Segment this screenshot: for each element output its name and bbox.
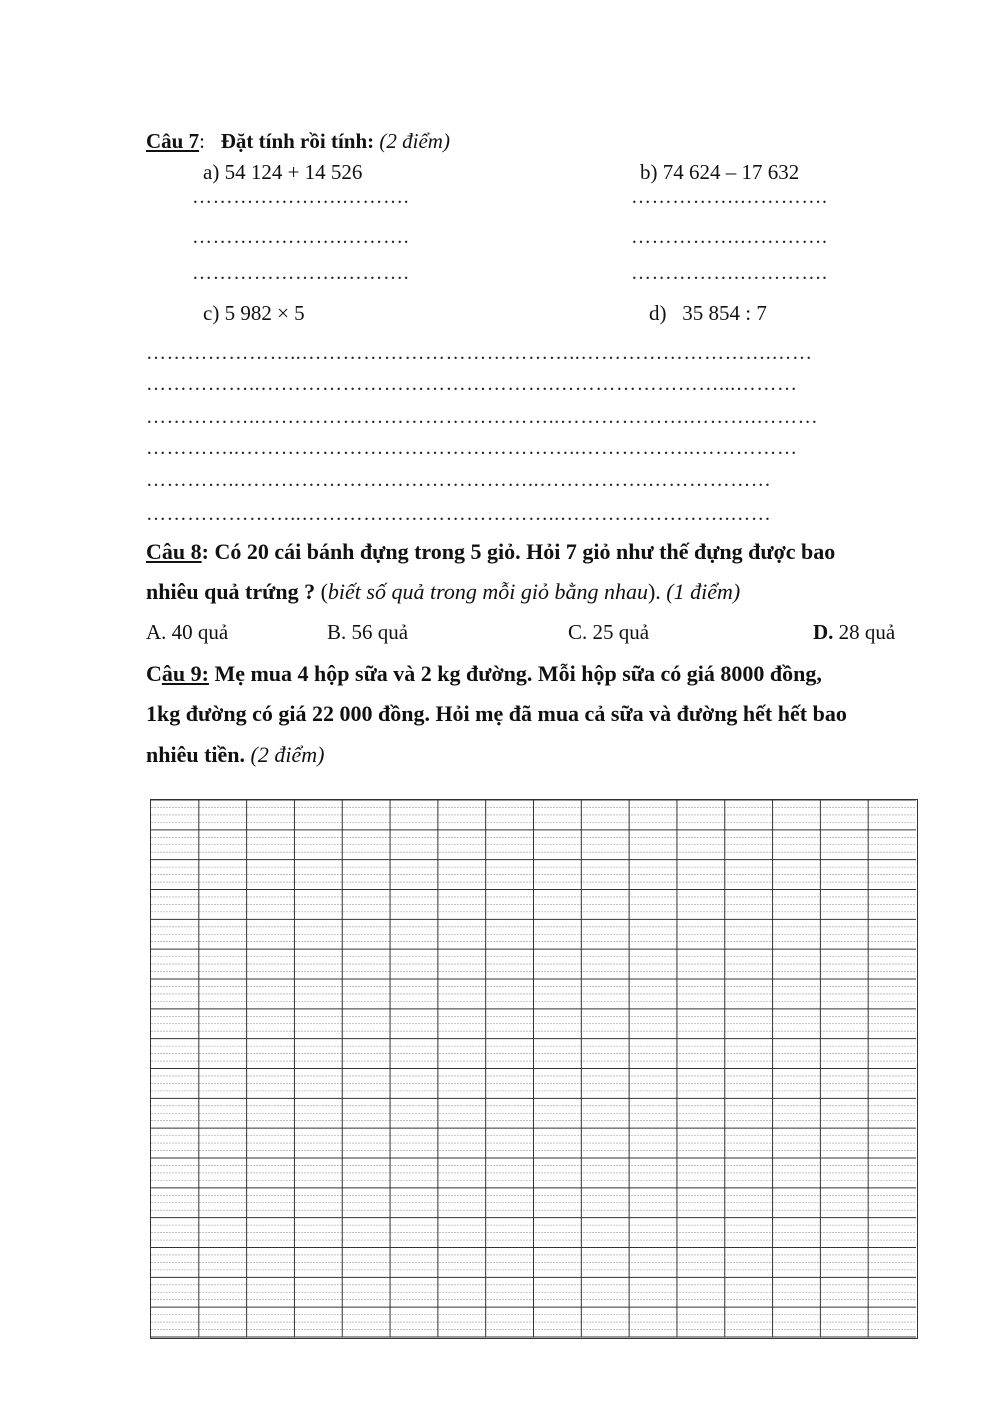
dotted-line-long-1: …………………..…………………………………..……………………….……	[146, 342, 813, 364]
dotted-line-left-3: ………………….……….	[192, 262, 410, 284]
option-c: C. 25 quả	[568, 620, 650, 644]
expression-c: c) 5 982 × 5	[203, 301, 305, 325]
question-9-line-3: nhiêu tiền. (2 điểm)	[146, 742, 325, 767]
dotted-line-long-4: …………..…………………………………………..……………..……………	[146, 437, 798, 459]
option-a: A. 40 quả	[146, 620, 229, 644]
dotted-line-long-5: …………..……………………………………..…………….………………	[146, 469, 772, 491]
dotted-line-right-2: …………….………….	[631, 226, 828, 248]
option-d: D. 28 quả	[813, 620, 896, 644]
dotted-line-long-2: ……………..…………………………………….……………………...………	[146, 373, 798, 395]
question-7-separator: :	[199, 129, 205, 153]
question-7-label: Câu 7	[146, 129, 200, 153]
expression-d: d) 35 854 : 7	[649, 301, 767, 325]
question-8-points: (1 điểm)	[666, 579, 741, 604]
dotted-line-right-1: …………….………….	[631, 186, 828, 208]
question-9-points: (2 điểm)	[250, 742, 325, 767]
dotted-line-left-2: ………………….……….	[192, 226, 410, 248]
question-7-points: (2 điểm)	[379, 129, 450, 153]
grid-lines	[151, 800, 919, 1340]
question-9-line-2: 1kg đường có giá 22 000 đồng. Hỏi mẹ đã mua cả sữa và đường hết hết bao	[146, 701, 847, 726]
question-8-line-1: Câu 8: Có 20 cái bánh đựng trong 5 giỏ. Hỏi 7 giỏ như thế đựng được bao	[146, 539, 836, 564]
answer-writing-grid[interactable]	[150, 799, 918, 1339]
question-7-title: Đặt tính rồi tính:	[220, 129, 375, 153]
question-8-label: Câu 8	[146, 539, 202, 564]
question-9-label: âu 9:	[161, 661, 209, 686]
dotted-line-long-6: …………………..………………………………..…………………….……	[146, 503, 772, 525]
question-7-heading	[146, 128, 450, 154]
dotted-line-long-3: ……………..……………………………………..……………….……….………	[146, 406, 819, 428]
question-9-line-1: Câu 9: Mẹ mua 4 hộp sữa và 2 kg đường. Mỗi hộp sữa có giá 8000 đồng,	[146, 661, 822, 686]
expression-b: b) 74 624 – 17 632	[640, 160, 800, 184]
dotted-line-right-3: …………….………….	[631, 262, 828, 284]
question-8-line-2: nhiêu quả trứng ? (biết số quả trong mỗi giỏ bằng nhau). (1 điểm)	[146, 579, 741, 604]
option-b: B. 56 quả	[327, 620, 409, 644]
expression-a: a) 54 124 + 14 526	[203, 160, 363, 184]
dotted-line-left-1: ………………….……….	[192, 186, 410, 208]
